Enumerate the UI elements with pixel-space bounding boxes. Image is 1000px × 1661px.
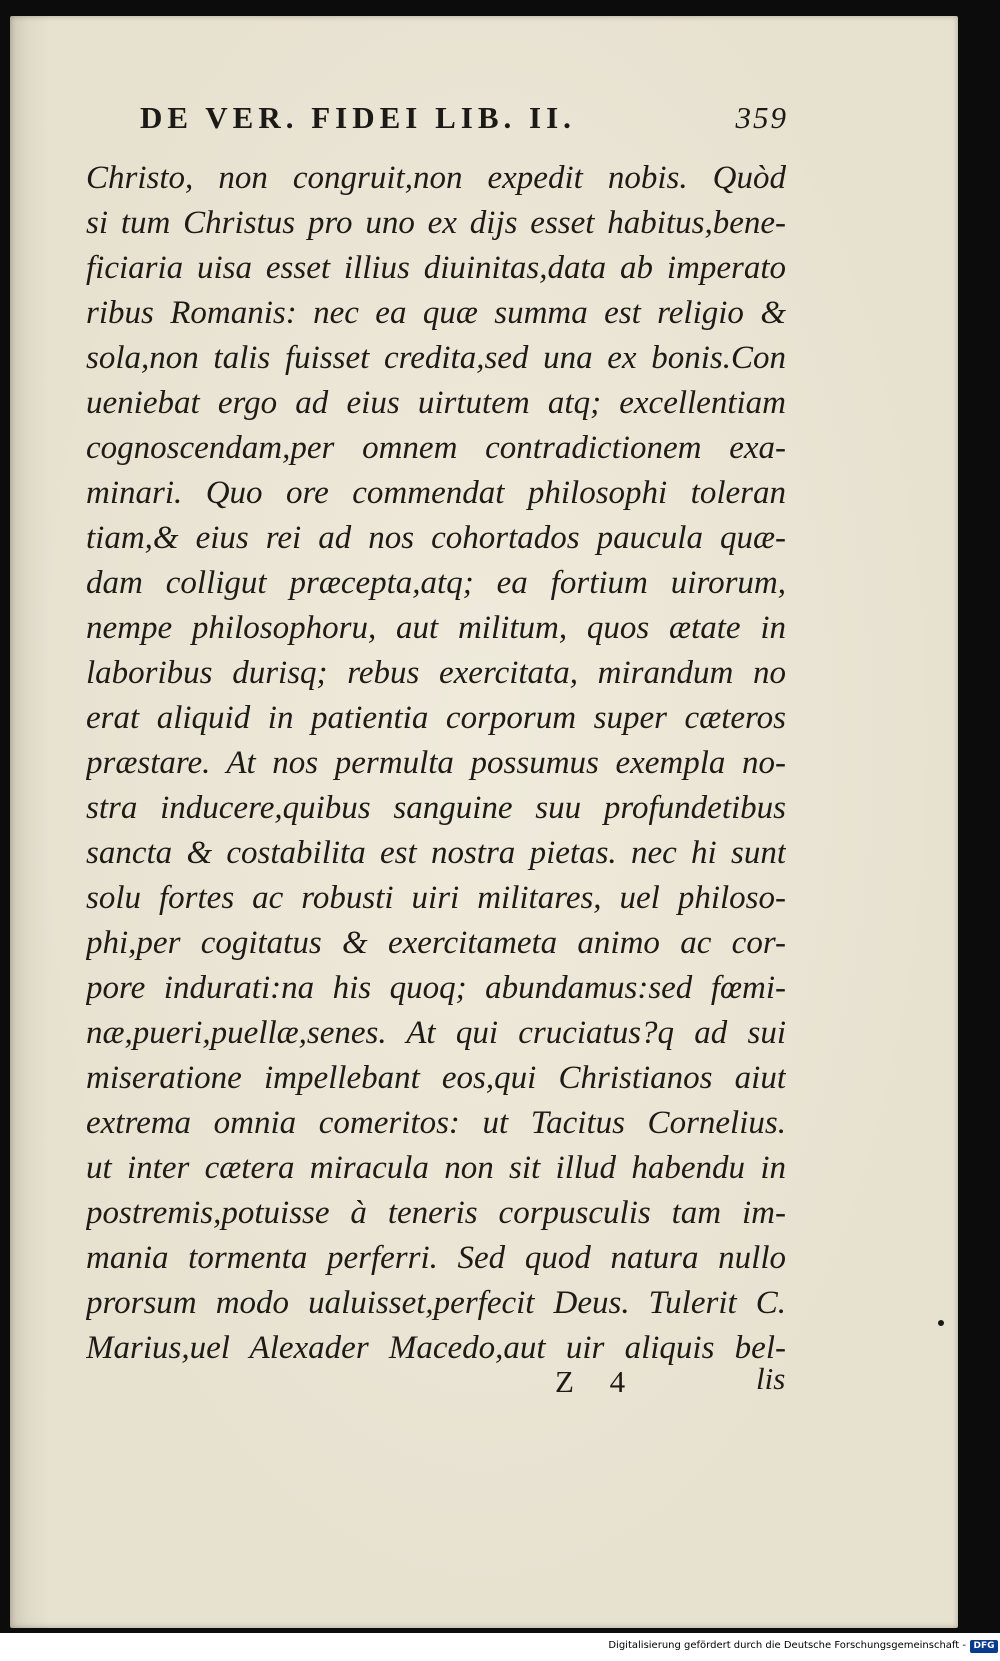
ink-speck <box>938 1320 944 1326</box>
digitization-credit: Digitalisierung gefördert durch die Deutsche Forschungsgemeinschaft - <box>608 1640 966 1651</box>
text-line: cognoscendam,per omnem contradictionem exa- <box>86 430 786 466</box>
text-line: postremis,potuisse à teneris corpusculis tam im- <box>86 1195 786 1231</box>
text-line: nempe philosophoru, aut militum, quos ætate in <box>86 610 786 646</box>
text-line: minari. Quo ore commendat philosophi toleran <box>86 475 786 511</box>
text-line: næ,pueri,puellæ,senes. At qui cruciatus?q ad sui <box>86 1015 786 1051</box>
text-line: mania tormenta perferri. Sed quod natura nullo <box>86 1240 786 1276</box>
footer-strip <box>0 1633 1000 1661</box>
text-line: tiam,& eius rei ad nos cohortados paucula quæ- <box>86 520 786 556</box>
text-line: ueniebat ergo ad eius uirtutem atq; excellentiam <box>86 385 786 421</box>
text-line: solu fortes ac robusti uiri militares, uel philoso- <box>86 880 786 916</box>
text-line: phi,per cogitatus & exercitameta animo ac cor- <box>86 925 786 961</box>
running-title: DE VER. FIDEI LIB. II. <box>140 100 576 135</box>
running-head <box>128 100 788 140</box>
catchword: lis <box>756 1361 786 1396</box>
text-line: prorsum modo ualuisset,perfecit Deus. Tulerit C. <box>86 1285 786 1321</box>
text-line: sancta & costabilita est nostra pietas. nec hi sunt <box>86 835 786 871</box>
text-line: ut inter cætera miracula non sit illud habendu in <box>86 1150 786 1186</box>
dfg-logo: DFG <box>970 1640 998 1653</box>
text-line: præstare. At nos permulta possumus exempla no- <box>86 745 786 781</box>
text-line: laboribus durisq; rebus exercitata, mirandum no <box>86 655 786 691</box>
text-line: Christo, non congruit,non expedit nobis. Quòd <box>86 160 786 196</box>
page-number: 359 <box>735 100 788 135</box>
text-line: pore indurati:na his quoq; abundamus:sed fœmi- <box>86 970 786 1006</box>
text-line: si tum Christus pro uno ex dijs esset habitus,bene- <box>86 205 786 241</box>
text-line: stra inducere,quibus sanguine suu profundetibus <box>86 790 786 826</box>
text-line: ficiaria uisa esset illius diuinitas,data ab imperato <box>86 250 786 286</box>
text-line: dam colligut præcepta,atq; ea fortium uirorum, <box>86 565 786 601</box>
body-text <box>86 156 786 1371</box>
text-line: sola,non talis fuisset credita,sed una ex bonis.Con <box>86 340 786 376</box>
book-page <box>10 16 958 1628</box>
text-line: ribus Romanis: nec ea quæ summa est religio & <box>86 295 786 331</box>
text-line: extrema omnia comeritos: ut Tacitus Cornelius. <box>86 1105 786 1141</box>
text-line: erat aliquid in patientia corporum super cæteros <box>86 700 786 736</box>
signature-mark: Z 4 <box>555 1364 640 1399</box>
text-line: Marius,uel Alexader Macedo,aut uir aliquis bel- <box>86 1330 786 1366</box>
text-line: miseratione impellebant eos,qui Christianos aiut <box>86 1060 786 1096</box>
